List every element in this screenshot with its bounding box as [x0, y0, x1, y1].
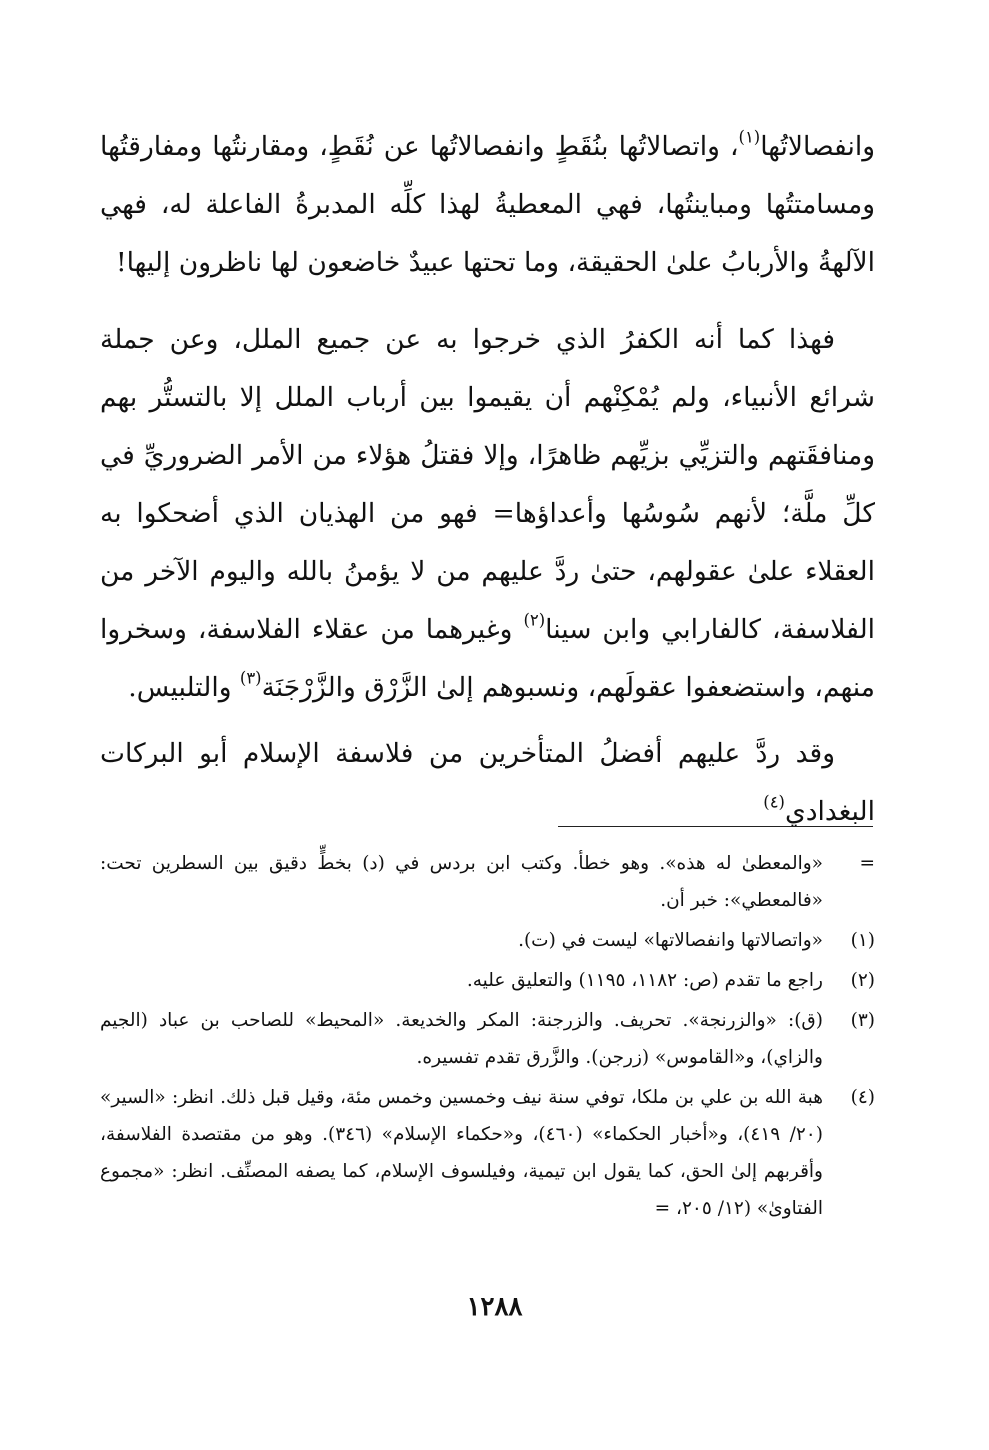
footnote-4 [100, 1079, 875, 1227]
footnotes [100, 845, 875, 1227]
footnote-3 [100, 1002, 875, 1076]
footnote-number: (١) [850, 930, 875, 951]
footnote-text: هبة الله بن علي بن ملكا، توفي سنة نيف وخمسين وخمس مئة، وقيل قبل ذلك. انظر: «السير» (٢٠/ ٤١٩)، و«أخبار الحكماء» (٤٦٠)، و«حكماء الإسلام» (٣٤٦). وهو من مقتصدة الفلاسفة، وأقربهم إلىٰ الحق، كما يقول ابن تيمية، وفيلسوف الإسلام، كما يصفه المصنِّف. انظر: «مجموع الفتاوىٰ» (١٢/ ٢٠٥، = [100, 1087, 823, 1219]
paragraph-2 [100, 311, 875, 717]
page-number: ١٢٨٨ [466, 1292, 523, 1322]
footnote-number: (٤) [850, 1087, 875, 1108]
footnote-text: «والمعطىٰ له هذه». وهو خطأ. وكتب ابن بردس في (د) بخطٍّ دقيق بين السطرين تحت: «فالمعطي»: خبر أن. [100, 853, 823, 911]
paragraph-1 [100, 118, 875, 292]
footnote-ref-2[interactable]: (٢) [523, 610, 546, 630]
footnote-number: (٢) [850, 970, 875, 991]
paragraph-3 [100, 725, 875, 841]
paragraph-1-start: وانفصالاتُها [760, 131, 875, 162]
footnote-2 [100, 962, 875, 999]
footnote-text: «واتصالاتها وانفصالاتها» ليست في (ت). [518, 930, 823, 951]
footnote-text: (ق): «والزرنجة». تحريف. والزرجنة: المكر والخديعة. «المحيط» للصاحب بن عباد (الجيم والزاي)، و«القاموس» (زرجن). والزَّرق تقدم تفسيره. [100, 1010, 823, 1068]
paragraph-1-rest: ، واتصالاتُها بنُقَطٍ وانفصالاتُها عن نُقَطٍ، ومقارنتُها ومفارقتُها ومسامتتُها ومباينتُها، فهي المعطيةُ لهذا كلِّه المدبرةُ الفاعلة له، فهي الآلهةُ والأربابُ علىٰ الحقيقة، وما تحتها عبيدٌ خاضعون لها ناظرون إليها! [100, 131, 875, 278]
footnote-number: (٣) [850, 1010, 875, 1031]
footnote-1 [100, 922, 875, 959]
paragraph-2-end: والتلبيس. [128, 672, 240, 703]
footnote-ref-3[interactable]: (٣) [239, 668, 262, 688]
footnote-separator [558, 826, 873, 827]
footnote-continuation [100, 845, 875, 919]
paragraph-2-start: فهذا كما أنه الكفرُ الذي خرجوا به عن جميع الملل، وعن جملة شرائع الأنبياء، ولم يُمْكِنْهم أن يقيموا بين أرباب الملل إلا بالتستُّر بهم ومنافقَتهم والتزيِّي بزيِّهم ظاهرًا، وإلا فقتلُ هؤلاء من الأمر الضروريِّ في كلِّ ملَّة؛ لأنهم سُوسُها وأعداؤها= فهو من الهذيان الذي أضحكوا به العقلاء علىٰ عقولهم، حتىٰ ردَّ عليهم من لا يؤمنُ بالله واليوم الآخر من الفلاسفة، كالفارابي وابن سينا [100, 324, 876, 645]
footnote-ref-1[interactable]: (١) [738, 127, 761, 147]
paragraph-2-middle: وغيرهما من عقلاء الفلاسفة، وسخروا منهم، واستضعفوا عقولَهم، ونسبوهم إلىٰ الزَّرْق والزَّرْجَنَة [100, 614, 875, 703]
paragraph-3-start: وقد ردَّ عليهم أفضلُ المتأخرين من فلاسفة الإسلام أبو البركات البغدادي [100, 738, 875, 827]
main-text [100, 118, 875, 841]
footnote-marker: = [859, 853, 875, 874]
footnote-ref-4[interactable]: (٤) [763, 792, 785, 812]
footnote-text: راجع ما تقدم (ص: ١١٨٢، ١١٩٥) والتعليق عليه. [466, 970, 823, 991]
